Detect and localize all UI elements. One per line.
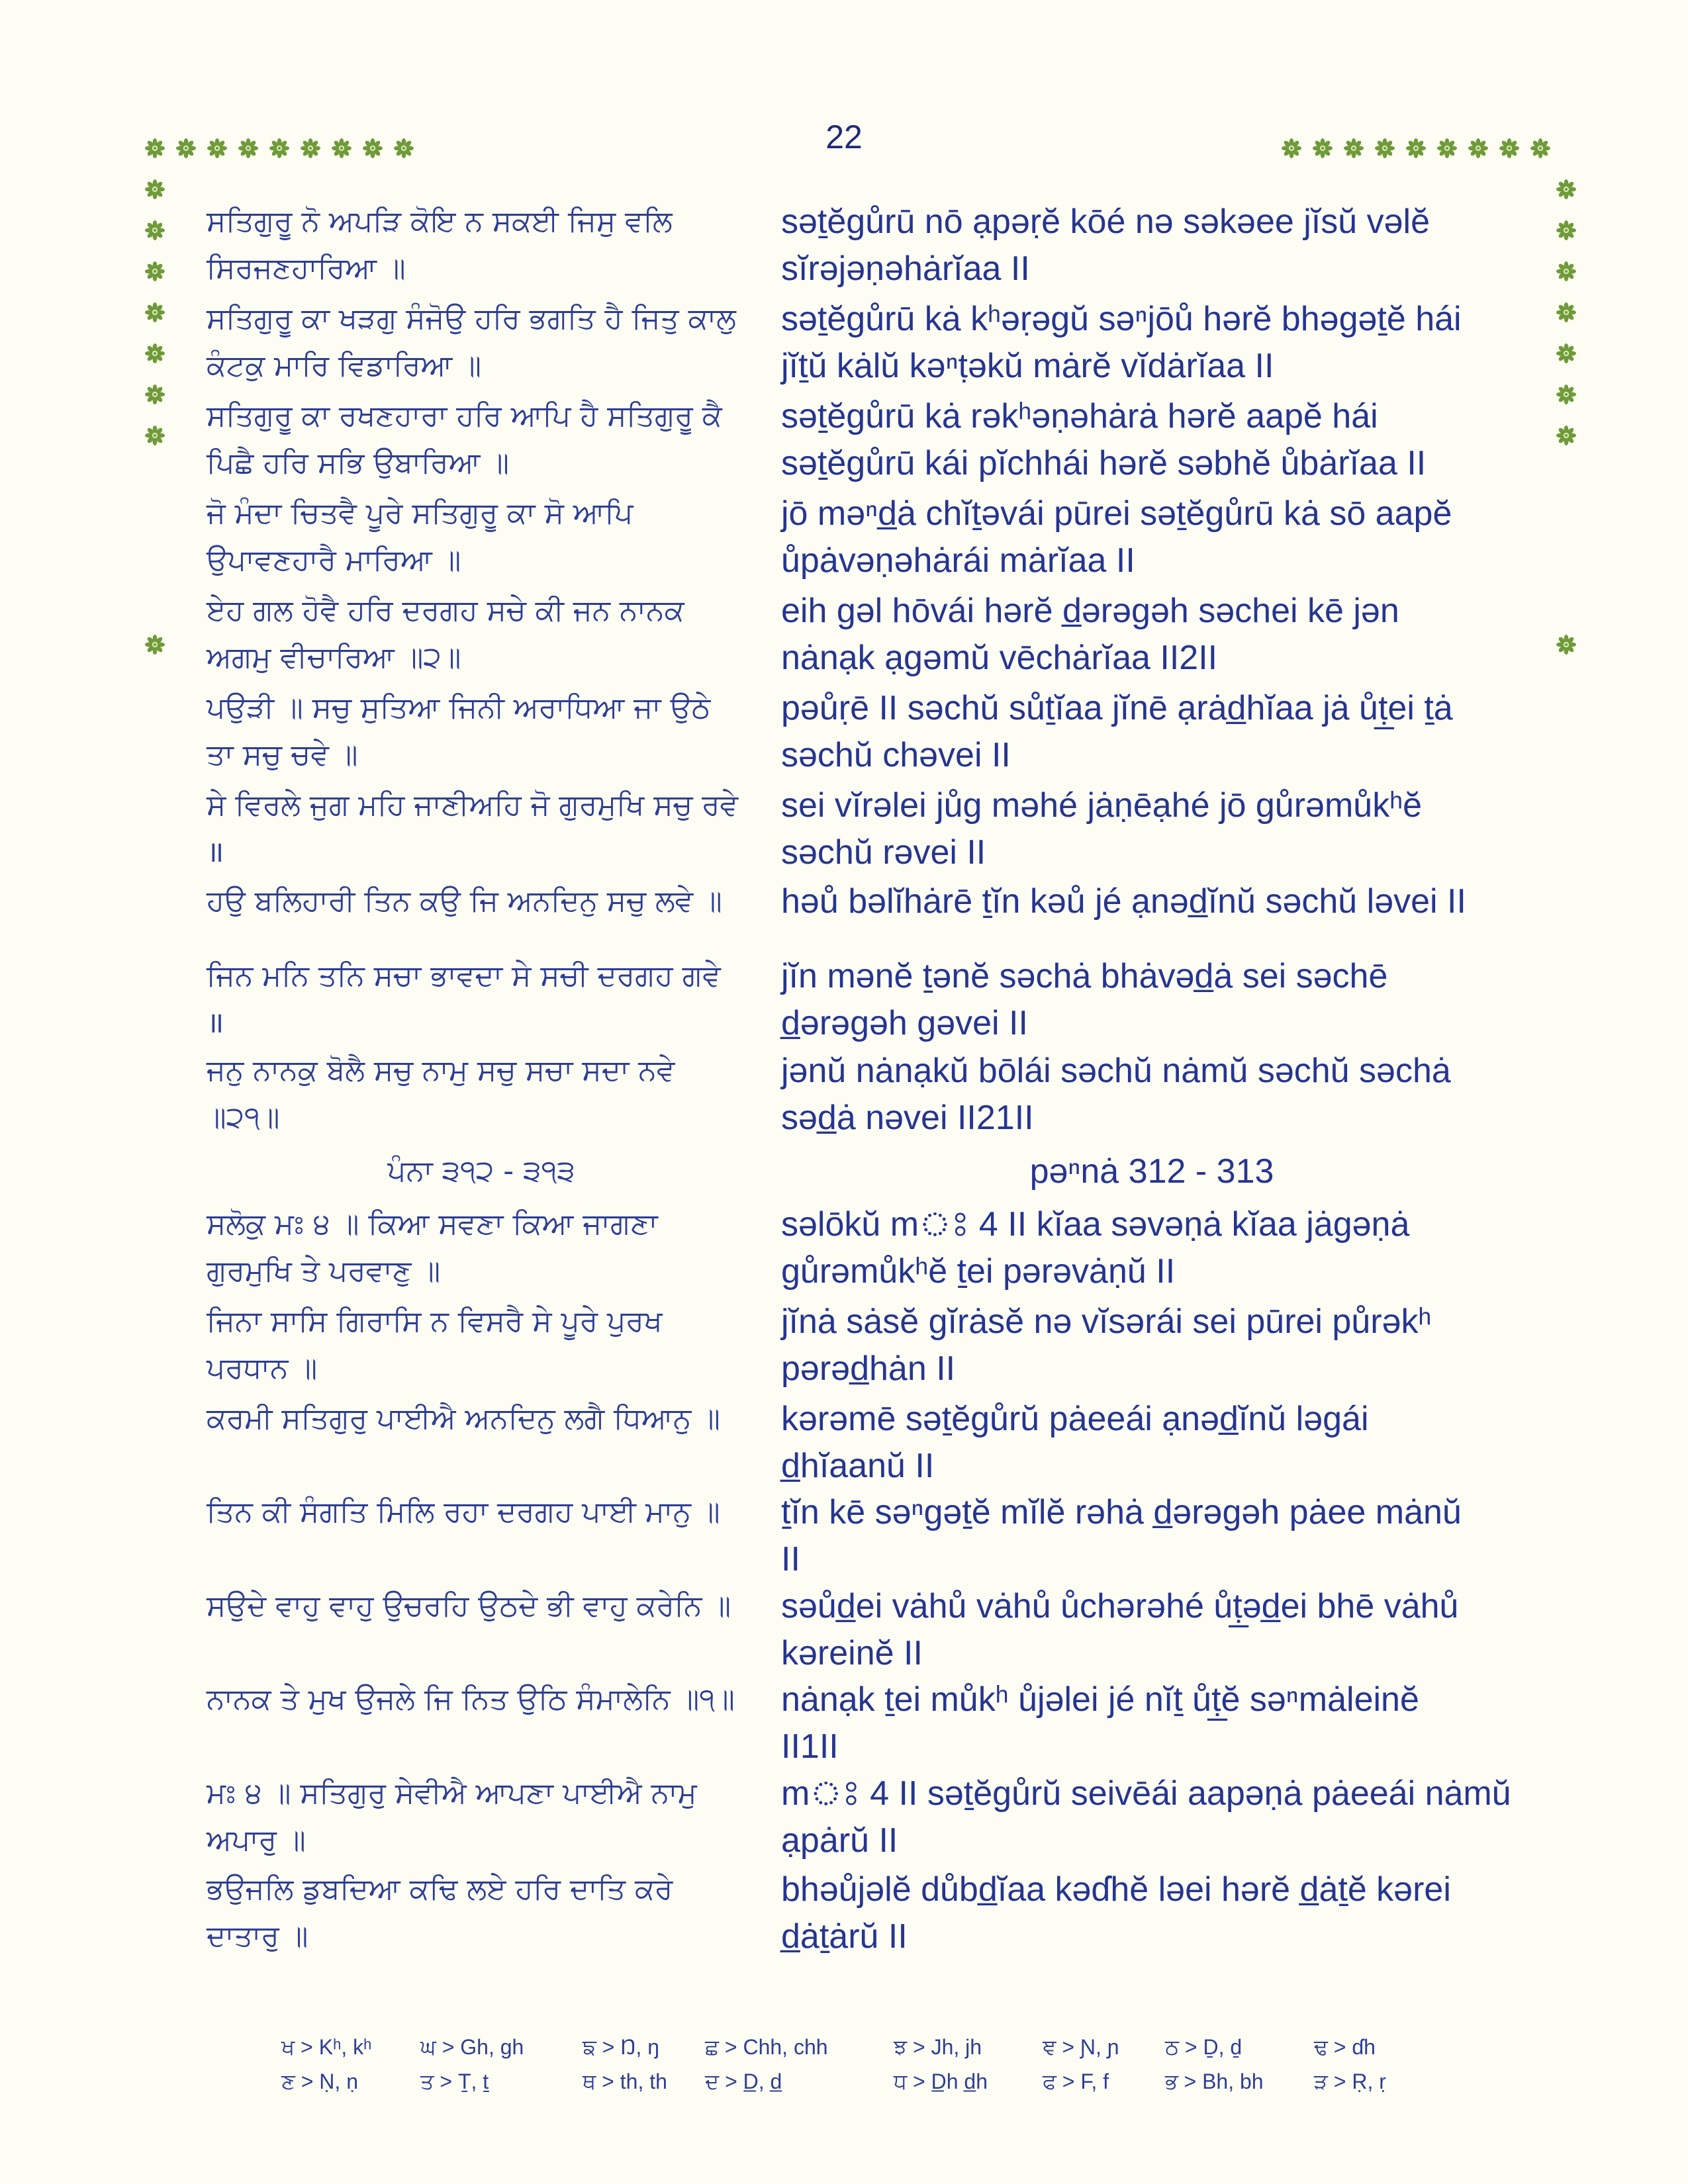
gurmukhi-line: ਜੋ ਮੰਦਾ ਚਿਤਵੈ ਪੂਰੇ ਸਤਿਗੁਰੂ ਕਾ ਸੋ ਆਪਿ [207,496,633,530]
flower-ornament-icon [269,138,290,159]
transliteration-line: səṯĕgůrū kái pĭchhái hərĕ səbhĕ ůbȧrĭaa II [781,444,1427,482]
gurmukhi-line: ਸੇ ਵਿਰਲੇ ਜੁਗ ਮਹਿ ਜਾਣੀਅਹਿ ਜੋ ਗੁਰਮੁਖਿ ਸਚੁ ਰਵੇ [207,788,739,822]
gurmukhi-line: ਹਉ ਬਲਿਹਾਰੀ ਤਿਨ ਕਉ ਜਿ ਅਨਦਿਨੁ ਸਚੁ ਲਵੇ ॥ [207,884,722,918]
flower-ornament-icon [144,261,165,282]
transliteration-legend [0,2035,1688,2108]
gurmukhi-line: ਪਉੜੀ ॥ ਸਚੁ ਸੁਤਿਆ ਜਿਨੀ ਅਰਾਧਿਆ ਜਾ ਉਠੇ [207,691,711,725]
legend-entry: ਛ > Chh, chh [705,2035,828,2059]
transliteration-line: sĭrəjəṇəhȧrĭaa II [781,250,1030,288]
gurmukhi-line: ਅਗਮੁ ਵੀਚਾਰਿਆ ॥੨॥ [207,641,461,674]
transliteration-line: səṯĕgůrū kȧ rəkʰəṇəhȧrȧ hərĕ aapĕ hái [781,397,1378,435]
section-header-translit: pəⁿnȧ 312 - 313 [1029,1152,1274,1191]
legend-entry: ਥ > th, th [583,2070,667,2093]
gurmukhi-line: ਨਾਨਕ ਤੇ ਮੁਖ ਉਜਲੇ ਜਿ ਨਿਤ ਉਠਿ ਸੰਮਾਲੇਨਿ ॥੧॥ [207,1682,735,1716]
flower-ornament-icon [300,138,321,159]
flower-ornament-icon [331,138,352,159]
flower-ornament-icon [207,138,228,159]
gurmukhi-line: ਸਿਰਜਣਹਾਰਿਆ ॥ [207,251,406,285]
section-header-gurmukhi: ਪੰਨਾ ੩੧੨ - ੩੧੩ [387,1154,575,1188]
gurmukhi-line: ਪਰਧਾਨ ॥ [207,1351,318,1385]
flower-ornament-icon [144,138,165,159]
legend-entry: ਙ > Ŋ, ŋ [583,2035,659,2059]
gurmukhi-line: ॥ [207,835,224,869]
transliteration-line: II [781,1540,800,1578]
legend-entry: ਞ > Ɲ, ɲ [1043,2035,1119,2059]
page-number: 22 [825,118,863,156]
gurmukhi-line: ਏਹ ਗਲ ਹੋਵੈ ਹਰਿ ਦਰਗਹ ਸਚੇ ਕੀ ਜਨ ਨਾਨਕ [207,594,684,627]
flower-ornament-icon [1374,138,1395,159]
transliteration-line: d̲ərəgəh gəvei II [781,1004,1028,1042]
gurmukhi-line: ਤਿਨ ਕੀ ਸੰਗਤਿ ਮਿਲਿ ਰਹਾ ਦਰਗਹ ਪਾਈ ਮਾਨੁ ॥ [207,1495,720,1529]
flower-ornament-icon [362,138,383,159]
legend-entry: ਦ > D̲, d̲ [705,2070,782,2093]
transliteration-line: jō məⁿd̲ȧ chĭṯəvái pūrei səṯĕgůrū kȧ sō aapĕ [781,494,1452,533]
transliteration-line: ůpȧvəṇəhȧrái mȧrĭaa II [781,541,1135,580]
gurmukhi-line: ਭਉਜਲਿ ਡੁਬਦਿਆ ਕਢਿ ਲਏ ਹਰਿ ਦਾਤਿ ਕਰੇ [207,1872,673,1906]
transliteration-line: jĭnȧ sȧsĕ gĭrȧsĕ nə vĭsərái sei pūrei půrəkʰ [781,1302,1432,1341]
transliteration-line: pəůṛē II səchŭ sůṯĭaa jĭnē ạrȧd̲hĭaa jȧ ůṭ̲ei ṯȧ [781,689,1453,727]
legend-entry: ੜ > Ṛ, ṛ [1314,2070,1386,2093]
gurmukhi-line: ਸਤਿਗੁਰੂ ਨੋ ਅਪੜਿ ਕੋਇ ਨ ਸਕਈ ਜਿਸੁ ਵਲਿ [207,205,673,238]
transliteration-line: səlōkŭ mঃ 4 II kĭaa səvəṇȧ kĭaa jȧgəṇȧ [781,1205,1410,1244]
transliteration-line: kərəmē səṯĕgůrŭ pȧeeái ạnəd̲ĭnŭ ləgái [781,1400,1369,1438]
transliteration-line: eih gəl hōvái hərĕ d̲ərəgəh səchei kē jən [781,592,1399,630]
flower-ornament-icon [144,220,165,241]
flower-ornament-icon [1405,138,1427,159]
flower-ornament-icon [144,634,165,655]
flower-ornament-icon [144,384,165,405]
transliteration-line: jĭn mənĕ ṯənĕ səchȧ bhȧvəd̲ȧ sei səchē [781,957,1388,995]
flower-ornament-icon [1499,138,1520,159]
flower-ornament-icon [1530,138,1551,159]
gurmukhi-line: ਜਨੁ ਨਾਨਕੁ ਬੋਲੈ ਸਚੁ ਨਾਮੁ ਸਚੁ ਸਚਾ ਸਦਾ ਨਵੇ [207,1054,675,1087]
gurmukhi-line: ਪਿਛੈ ਹਰਿ ਸਭਿ ਉਬਾਰਿਆ ॥ [207,446,510,480]
legend-entry: ਢ > ɗh [1314,2035,1376,2059]
gurmukhi-line: ਜਿਨਾ ਸਾਸਿ ਗਿਰਾਸਿ ਨ ਵਿਸਰੈ ਸੇ ਪੂਰੇ ਪੁਰਖ [207,1304,663,1338]
transliteration-line: d̲ȧṯȧrŭ II [781,1917,908,1956]
flower-ornament-icon [1556,261,1577,282]
transliteration-line: səṯĕgůrū nō ạpəṛĕ kōé nə səkəee jĭsŭ vəlĕ [781,203,1430,241]
gurmukhi-line: ਅਪਾਰੁ ॥ [207,1823,306,1857]
gurmukhi-line: ਮਃ ੪ ॥ ਸਤਿਗੁਰੁ ਸੇਵੀਐ ਆਪਣਾ ਪਾਈਐ ਨਾਮੁ [207,1776,697,1810]
transliteration-line: II1II [781,1727,839,1766]
flower-ornament-icon [1343,138,1364,159]
gurmukhi-line: ਤਾ ਸਚੁ ਚਵੇ ॥ [207,738,358,772]
legend-entry: ਠ > Ḏ, ḏ [1165,2035,1243,2059]
flower-ornament-icon [1556,302,1577,323]
flower-ornament-icon [238,138,259,159]
legend-entry: ਘ > Gh, gh [420,2035,524,2059]
legend-entry: ਝ > Jh, jh [894,2035,982,2059]
transliteration-line: səchŭ chəvei II [781,736,1011,774]
gurmukhi-line: ॥ [207,1006,224,1040]
transliteration-line: gůrəmůkʰĕ ṯei pərəvȧṇŭ II [781,1252,1176,1291]
flower-ornament-icon [1312,138,1333,159]
transliteration-line: d̲hĭaanŭ II [781,1447,935,1485]
flower-ornament-icon [1281,138,1302,159]
flower-ornament-icon [144,425,165,446]
gurmukhi-line: ਜਿਨ ਮਨਿ ਤਨਿ ਸਚਾ ਭਾਵਦਾ ਸੇ ਸਚੀ ਦਰਗਹ ਗਵੇ [207,959,721,993]
flower-ornament-icon [144,179,165,200]
gurmukhi-line: ਉਪਾਵਣਹਾਰੈ ਮਾਰਿਆ ॥ [207,543,461,577]
flower-ornament-icon [1468,138,1489,159]
transliteration-line: sei vĭrəlei jůg məhé jȧṇēạhé jō gůrəmůkʰĕ [781,786,1423,825]
gurmukhi-line: ਸਉਦੇ ਵਾਹੁ ਵਾਹੁ ਉਚਰਹਿ ਉਠਦੇ ਭੀ ਵਾਹੁ ਕਰੇਨਿ ॥ [207,1589,731,1623]
transliteration-line: nȧnạk ṯei můkʰ ůjəlei jé nĭṯ ůṭ̲ĕ səⁿmȧleinĕ [781,1680,1419,1719]
transliteration-line: həů bəlĭhȧrē ṯĭn kəů jé ạnəd̲ĭnŭ səchŭ ləvei II [781,882,1466,921]
gurmukhi-line: ਕਰਮੀ ਸਤਿਗੁਰੁ ਪਾਈਐ ਅਨਦਿਨੁ ਲਗੈ ਧਿਆਨੁ ॥ [207,1402,720,1435]
legend-entry: ਣ > Ṇ, ṇ [281,2070,358,2093]
transliteration-line: ạpȧrŭ II [781,1821,898,1860]
transliteration-line: mঃ 4 II səṯĕgůrŭ seivēái aapəṇȧ pȧeeái nȧmŭ [781,1774,1511,1813]
gurmukhi-line: ਦਾਤਾਰੁ ॥ [207,1919,308,1953]
transliteration-line: səchŭ rəvei II [781,833,986,872]
legend-entry: ਖ > Kʰ, kʰ [281,2035,372,2059]
gurmukhi-line: ਕੰਟਕੁ ਮਾਰਿ ਵਿਡਾਰਿਆ ॥ [207,349,482,383]
transliteration-line: jənŭ nȧnạkŭ bōlái səchŭ nȧmŭ səchŭ səchȧ [781,1052,1451,1090]
gurmukhi-line: ਗੁਰਮੁਖਿ ਤੇ ਪਰਵਾਣੁ ॥ [207,1254,441,1288]
gurmukhi-line: ਸਲੋਕੁ ਮਃ ੪ ॥ ਕਿਆ ਸਵਣਾ ਕਿਆ ਜਾਗਣਾ [207,1207,658,1241]
transliteration-line: bhəůjəlĕ důbd̲ĭaa kəɗhĕ ləei hərĕ d̲ȧṯĕ kərei [781,1870,1451,1909]
transliteration-line: jĭṯŭ kȧlŭ kəⁿṭəkŭ mȧrĕ vĭdȧrĭaa II [781,347,1274,385]
transliteration-line: ṯĭn kē səⁿgəṯĕ mĭlĕ rəhȧ d̲ərəgəh pȧee mȧnŭ [781,1493,1462,1531]
transliteration-line: pərəd̲hȧn II [781,1349,956,1388]
flower-ornament-icon [1556,179,1577,200]
flower-ornament-icon [1556,220,1577,241]
transliteration-line: səṯĕgůrū kȧ kʰəṛəgŭ səⁿjōů hərĕ bhəgəṯĕ hái [781,300,1462,338]
gurmukhi-line: ॥੨੧॥ [207,1101,280,1134]
legend-entry: ਫ > F, f [1043,2070,1109,2093]
legend-entry: ਧ > D̲h d̲h [894,2070,988,2093]
flower-ornament-icon [1556,343,1577,364]
transliteration-line: kəreinĕ II [781,1634,923,1672]
flower-ornament-icon [144,302,165,323]
legend-entry: ਤ > Ṯ, ṯ [420,2070,489,2093]
gurmukhi-line: ਸਤਿਗੁਰੂ ਕਾ ਖੜਗੁ ਸੰਜੋਉ ਹਰਿ ਭਗਤਿ ਹੈ ਜਿਤੁ ਕਾਲੁ [207,302,736,336]
flower-ornament-icon [393,138,414,159]
flower-ornament-icon [144,343,165,364]
flower-ornament-icon [1556,425,1577,446]
legend-entry: ਭ > Bh, bh [1165,2070,1264,2093]
flower-ornament-icon [175,138,197,159]
flower-ornament-icon [1556,634,1577,655]
flower-ornament-icon [1556,384,1577,405]
transliteration-line: səůd̲ei vȧhů vȧhů ůchərəhé ůṭ̲əd̲ei bhē vȧhů [781,1587,1459,1625]
transliteration-line: səd̲ȧ nəvei II21II [781,1099,1034,1137]
gurmukhi-line: ਸਤਿਗੁਰੂ ਕਾ ਰਖਣਹਾਰਾ ਹਰਿ ਆਪਿ ਹੈ ਸਤਿਗੁਰੂ ਕੈ [207,399,722,433]
flower-ornament-icon [1436,138,1458,159]
transliteration-line: nȧnạk ạgəmŭ vēchȧrĭaa II2II [781,639,1218,677]
